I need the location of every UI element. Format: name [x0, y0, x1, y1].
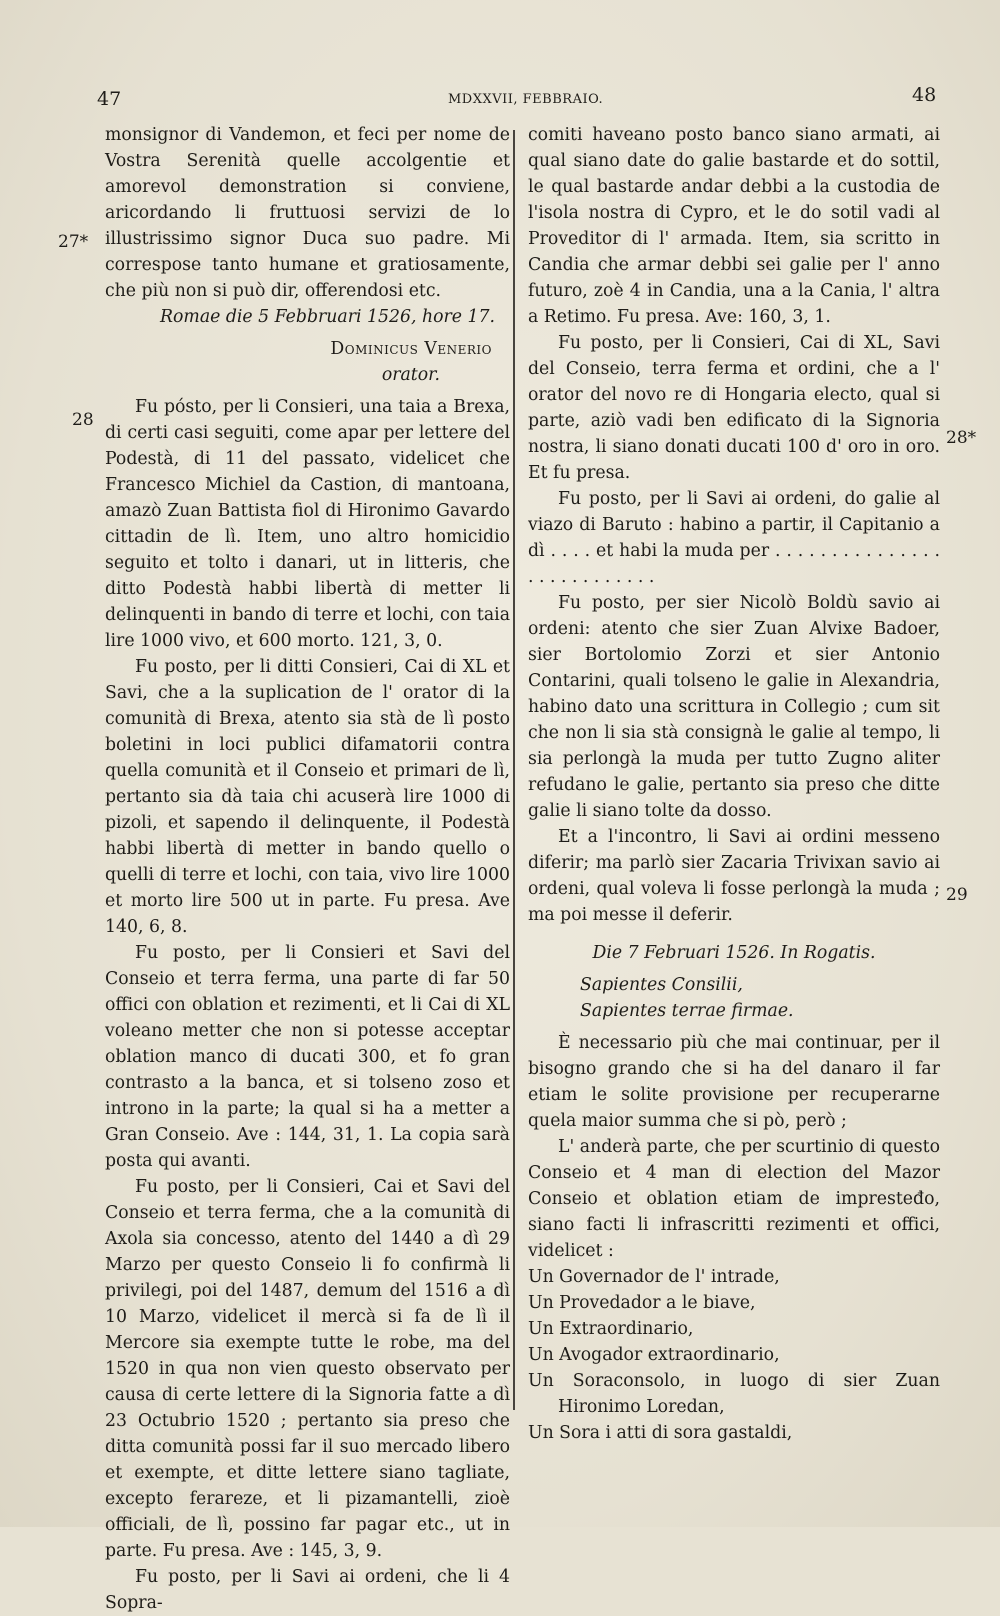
- sapientes-terrae-firmae: Sapientes terrae firmae.: [580, 1001, 794, 1021]
- right-paragraph-4: Fu posto, per sier Nicolò Boldù savio ai ordeni: atento che sier Zuan Alvixe Badoer, sier Bortolomio Zorzi et sier Antonio Contarini, quali tolseno le galie in Alexandria, habino dato una scrittura in Collegio ; cum sit che non li sia stà consignà le galie al tempo, li sia perlongà la muda per tutto Zugno aliter refudano le galie, pertanto sia preso che ditte galie li siano tolte da dosso.: [528, 593, 940, 821]
- running-head: MDXXVII, FEBBRAIO.: [448, 92, 604, 107]
- left-paragraph-3: Fu posto, per li ditti Consieri, Cai di XL et Savi, che a la suplication de l' orator di la comunità di Brexa, atento sia stà de lì posto boletini in loci publici difamatorii contra quella comunità et il Conseio et primari de lì, pertanto sia dà taia chi acuserà lire 1000 di pizoli, et sapendo il delinquente, il Podestà habbi libertà di metter in bando quello o quelli di terre et lochi, con taia, vivo lire 1000 et morto lire 500 ut in parte. Fu presa. Ave 140, 6, 8.: [105, 657, 510, 937]
- list-item: Un Provedador a le biave,: [528, 1293, 756, 1313]
- left-paragraph-5: Fu posto, per li Consieri, Cai et Savi del Conseio et terra ferma, che a la comunità di Axola sia concesso, atento del 1440 a dì 29 Marzo per questo Conseio li fo confirmà li privilegi, poi del 1487, demum del 1516 a dì 10 Marzo, videlicet il mercà si fa de lì il Mercore sia exempte tutte le robe, ma del 1520 in qua non vien questo observato per causa di certe lettere di la Signoria fatte a dì 23 Octubrio 1520 ; pertanto sia preso che ditta comunità possi far il suo mercado libero et exempte, et ditte lettere siano tagliate, excepto ferareze, et li pizamantelli, zioè officiali, de lì, possino far pagar etc., ut in parte. Fu presa. Ave : 145, 3, 9.: [105, 1177, 510, 1561]
- signature-name: Dominicus Venerio: [330, 339, 492, 359]
- left-paragraph-1: monsignor di Vandemon, et feci per nome de Vostra Serenità quelle accolgentie et amorevol demonstration si conviene, aricordando li fruttuosi servizi de lo illustrissimo signor Duca suo padre. Mi correspose tanto humane et gratiosamente, che più non si può dir, offerendosi etc.: [105, 125, 510, 301]
- list-item: Un Soraconsolo, in luogo di sier Zuan Hironimo Loredan,: [528, 1371, 940, 1417]
- right-column: [528, 122, 940, 1446]
- right-paragraph-3: Fu posto, per li Savi ai ordeni, do galie al viazo di Baruto : habino a partir, il Capitanio a dì . . . . et habi la muda per . . . . . . . . . . . . . . . . . . . . . . . . . . .: [528, 489, 940, 587]
- session-dateline: Die 7 Februari 1526. In Rogatis.: [592, 943, 876, 963]
- margin-number-29: 29: [946, 885, 968, 905]
- list-item: Un Sora i atti di sora gastaldi,: [528, 1423, 793, 1443]
- right-paragraph-6: È necessario più che mai continuar, per il bisogno grando che si ha del danaro il far etiam le solite provisione per recuperarne quela maior summa che si pò, però ;: [528, 1033, 940, 1131]
- signature-title: orator.: [381, 365, 440, 385]
- left-column: [105, 122, 510, 1616]
- margin-number-28star: 28*: [946, 428, 977, 448]
- left-paragraph-2: Fu pósto, per li Consieri, una taia a Brexa, di certi casi seguiti, come apar per lettere del Podestà, di 11 del passato, videlicet che Francesco Michiel da Castion, di mantoana, amazò Zuan Battista fiol di Hironimo Gavardo cittadin de lì. Item, uno altro homicidio seguito et tolto i danari, ut in litteris, che ditto Podestà habbi libertà di metter li delinquenti in bando di terre et lochi, con taia lire 1000 vivo, et 600 morto. 121, 3, 0.: [105, 397, 510, 651]
- column-divider: [513, 130, 515, 1410]
- right-paragraph-5: Et a l'incontro, li Savi ai ordini messeno diferir; ma parlò sier Zacaria Trivixan savio ai ordeni, qual voleva li fosse perlongà la muda ; ma poi messe il deferir.: [528, 827, 940, 925]
- list-item: Un Avogador extraordinario,: [528, 1345, 780, 1365]
- letter-dateline: Romae die 5 Febbruari 1526, hore 17.: [160, 307, 495, 327]
- margin-number-27star: 27*: [58, 232, 89, 252]
- right-paragraph-7: L' anderà parte, che per scurtinio di questo Conseio et 4 man di election del Mazor Conseio et oblation etiam de impresteđo, siano facti li infrascritti rezimenti et offici, videlicet :: [528, 1137, 940, 1261]
- page-number-right: 48: [912, 84, 937, 106]
- page-number-left: 47: [97, 88, 122, 110]
- margin-number-28: 28: [72, 410, 94, 430]
- right-paragraph-2: Fu posto, per li Consieri, Cai di XL, Savi del Conseio, terra ferma et ordini, che a l' orator del novo re di Hongaria electo, qual si parte, aziò vadi ben edificato di la Signoria nostra, li siano donati ducati 100 d' oro in oro. Et fu presa.: [528, 333, 940, 483]
- left-paragraph-6: Fu posto, per li Savi ai ordeni, che li 4 Sopra-: [105, 1567, 510, 1613]
- left-paragraph-4: Fu posto, per li Consieri et Savi del Conseio et terra ferma, una parte di far 50 offici con oblation et rezimenti, et li Cai di XL voleano metter che non si potesse acceptar oblation manco di ducati 300, et fo gran contrasto a la banca, et si tolseno zoso et introno in la parte; la qual si ha a metter a Gran Conseio. Ave : 144, 31, 1. La copia sarà posta qui avanti.: [105, 943, 510, 1171]
- list-item: Un Governador de l' intrade,: [528, 1267, 780, 1287]
- list-item: Un Extraordinario,: [528, 1319, 694, 1339]
- right-paragraph-1: comiti haveano posto banco siano armati, ai qual siano date do galie bastarde et do sottil, le qual bastarde andar debbi a la custodia de l'isola nostra di Cypro, et le do sotil vadi al Proveditor di l' armada. Item, sia scritto in Candia che armar debbi sei galie per l' anno futuro, zoè 4 in Candia, una a la Cania, l' altra a Retimo. Fu presa. Ave: 160, 3, 1.: [528, 125, 940, 327]
- sapientes-consilii: Sapientes Consilii,: [580, 975, 743, 995]
- page-header: [0, 84, 1000, 114]
